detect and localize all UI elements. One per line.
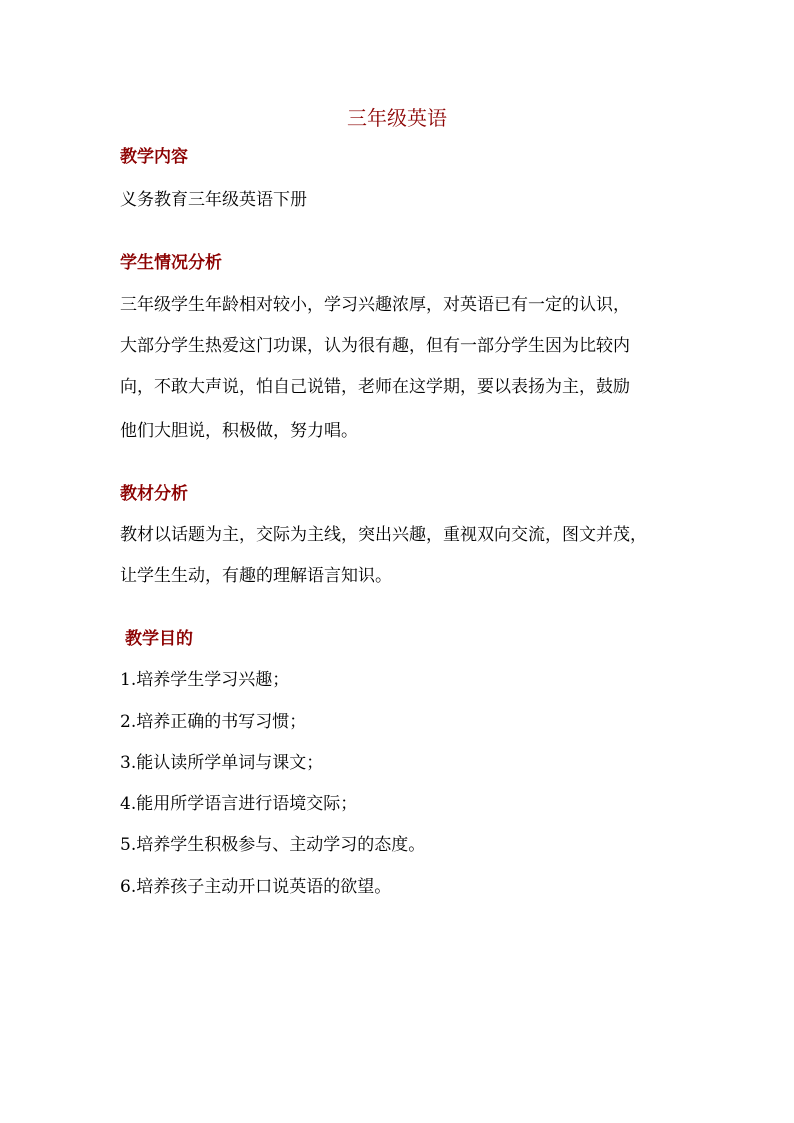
section-line: 他们大胆说，积极做，努力唱。	[120, 421, 358, 441]
section-line: 让学生生动，有趣的理解语言知识。	[120, 566, 392, 586]
section-heading-teaching-goals: 教学目的	[125, 629, 193, 649]
goal-item: 1.培养学生学习兴趣；	[120, 670, 290, 690]
goal-item: 2.培养正确的书写习惯；	[120, 712, 307, 732]
goal-item: 5.培养学生积极参与、主动学习的态度。	[120, 835, 426, 855]
section-line: 义务教育三年级英语下册	[120, 190, 307, 210]
goal-item: 6.培养孩子主动开口说英语的欲望。	[120, 877, 392, 897]
goal-item: 3.能认读所学单词与课文；	[120, 753, 324, 773]
section-heading-student-analysis: 学生情况分析	[120, 253, 222, 273]
section-heading-textbook-analysis: 教材分析	[120, 484, 188, 504]
section-line: 三年级学生年龄相对较小，学习兴趣浓厚，对英语已有一定的认识，	[120, 295, 630, 315]
section-heading-teaching-content: 教学内容	[120, 147, 188, 167]
goal-item: 4.能用所学语言进行语境交际；	[120, 794, 358, 814]
document-title: 三年级英语	[347, 106, 447, 130]
section-line: 教材以话题为主，交际为主线，突出兴趣，重视双向交流，图文并茂，	[120, 525, 647, 545]
section-line: 向，不敢大声说，怕自己说错，老师在这学期，要以表扬为主，鼓励	[120, 377, 630, 397]
section-line: 大部分学生热爱这门功课，认为很有趣，但有一部分学生因为比较内	[120, 336, 630, 356]
